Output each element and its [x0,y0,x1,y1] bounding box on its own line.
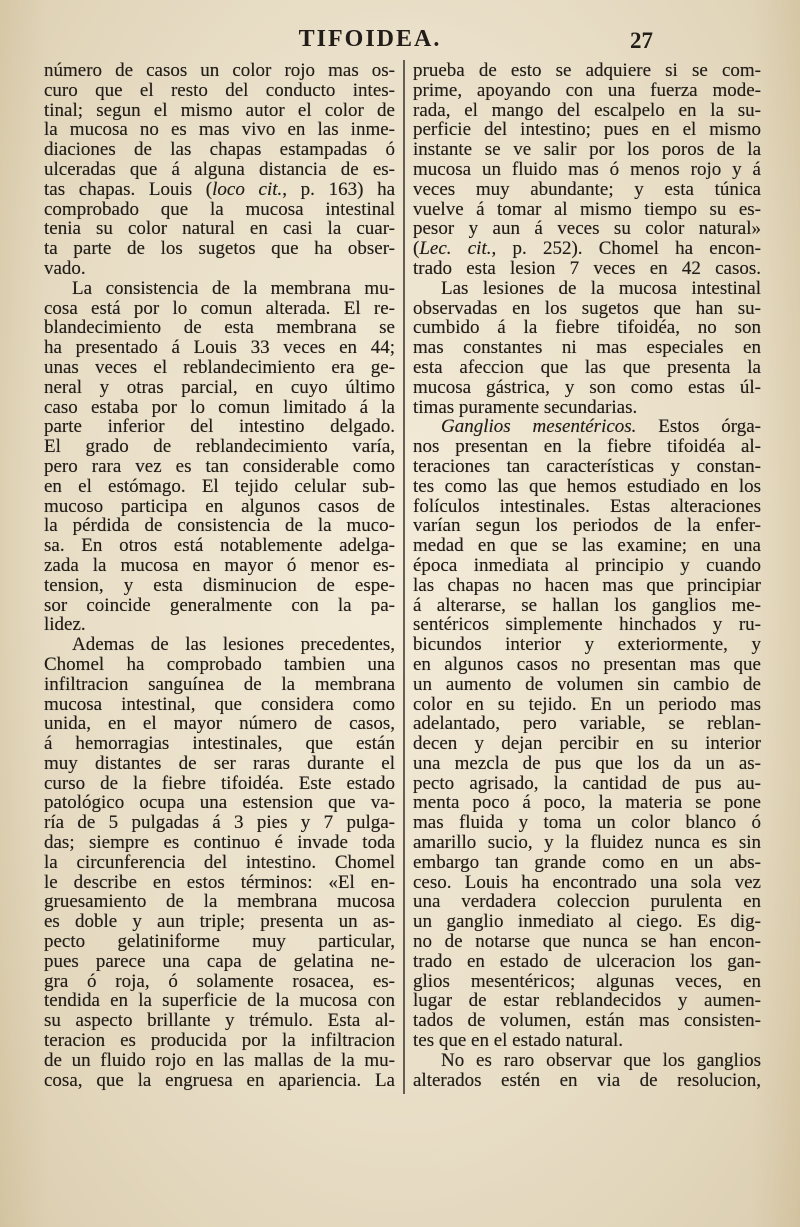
line-text: mas fluida y toma un color blanco ó [413,812,761,834]
line-text: caso estaba por lo comun limitado á la [44,396,395,418]
line-text: teraciones tan características y constan- [413,455,761,477]
line-text: patológico ocupa una estension que va- [44,792,395,814]
text-line [413,120,761,140]
text-line [44,81,395,101]
text-line [413,774,761,794]
text-line [44,695,395,715]
text-line [44,1011,395,1031]
text-line [44,101,395,121]
text-line [413,536,761,556]
page-number: 27 [630,28,653,53]
line-text: glios mesentéricos; algunas veces, en [413,970,761,992]
line-text: lugar de estar reblandecidos y aumen- [413,990,761,1012]
line-text: tension, y esta disminucion de espe- [44,574,395,596]
text-line [413,695,761,715]
text-line [44,378,395,398]
line-text: das; siempre es continuo é invade toda [44,832,395,854]
text-line [413,200,761,220]
line-text: instante se ve salir por los poros de la [413,139,761,161]
text-line [44,180,395,200]
line-text: infiltracion sanguínea de la membrana [44,673,395,695]
text-line [413,358,761,378]
text-line [44,655,395,675]
line-text: varían segun los periodos de la enfer- [413,515,761,537]
line-text: muy distantes de ser raras durante el [44,752,395,774]
text-line [413,516,761,536]
line-text: rada, el mango del escalpelo en la su- [413,99,761,121]
line-text: unas veces el reblandecimiento era ge- [44,356,395,378]
text-line [413,1011,761,1031]
line-text: lidez. [44,614,86,636]
line-text: prime, apoyando con una fuerza mode- [413,79,761,101]
line-text: pues parece una capa de gelatina ne- [44,950,395,972]
text-line [44,932,395,952]
line-text: Las lesiones de la mucosa intestinal [441,277,761,299]
line-text: pero rara vez es tan considerable como [44,455,395,477]
text-line [413,952,761,972]
text-line [413,160,761,180]
text-line [413,615,761,635]
text-line [44,734,395,754]
line-text: un ganglio inmediato al ciego. Es dig- [413,911,761,933]
line-text: Chomel ha comprobado tambien una [44,653,395,675]
line-text: la pérdida de consistencia de la muco- [44,515,395,537]
text-line [44,259,395,279]
line-text: timas puramente secundarias. [413,396,638,418]
italic-text: Ganglios mesentéricos. [441,416,637,438]
line-text: vuelve á tomar al mismo tiempo su es- [413,198,761,220]
line-text: Ademas de las lesiones precedentes, [72,634,395,656]
line-text: La consistencia de la membrana mu- [72,277,395,299]
text-line [44,813,395,833]
text-line [413,497,761,517]
text-line [44,596,395,616]
text-line [413,813,761,833]
line-text [44,180,395,200]
text-line [413,61,761,81]
text-line [44,437,395,457]
line-text: embargo tan grande como en un abs- [413,851,761,873]
text-line [44,457,395,477]
text-line [413,991,761,1011]
line-text: No es raro observar que los ganglios [441,1049,761,1071]
text-line [44,873,395,893]
line-text: cosa está por lo comun alterada. El re- [44,297,395,319]
text-line [44,299,395,319]
line-text: de un fluido rojo en las mallas de la mu- [44,1049,395,1071]
line-text: parte inferior del intestino delgado. [44,416,395,438]
line-text: alterados estén en via de resolucion, [413,1069,761,1091]
text-line [44,754,395,774]
text-line [44,1031,395,1051]
text-line [44,556,395,576]
text-line [413,556,761,576]
right-column [413,61,761,1090]
line-text: una mezcla de pus que los da un as- [413,752,761,774]
line-text: ulceradas que á alguna distancia de es- [44,158,395,180]
line-text: mucosa un fluido mas ó menos rojo y á [413,158,761,180]
line-text: teracion es producida por la infiltracion [44,1030,395,1052]
line-text: gruesamiento de la membrana mucosa [44,891,395,913]
line-text: esta afeccion que las que presenta la [413,356,761,378]
line-text: folículos intestinales. Estas alteraciones [413,495,761,517]
line-text: época inmediata al principio y cuando [413,554,761,576]
text-line [413,259,761,279]
text-line [44,892,395,912]
line-text: menta poco á poco, la materia se pone [413,792,761,814]
text-line [413,81,761,101]
line-text: sor coincide generalmente con la pa- [44,594,395,616]
text-line [44,615,395,635]
text-line [44,358,395,378]
text-line [413,655,761,675]
line-text: tes que en el estado natural. [413,1030,623,1052]
text-line [413,279,761,299]
line-text: gra ó roja, ó solamente rosacea, es- [44,970,395,992]
text-line [44,991,395,1011]
text-line [413,378,761,398]
line-text: pecto agrisado, la cantidad de pus au- [413,772,761,794]
text-line [413,892,761,912]
line-text: ceso. Louis ha encontrado una sola vez [413,871,761,893]
text-line [44,120,395,140]
text-segment: , p. 252). Chomel ha encon- [491,238,761,260]
line-text: curo que el resto del conducto intes- [44,79,395,101]
line-text: mucosa intestinal, que considera como [44,693,395,715]
line-text: á alterarse, se hallan los ganglios me- [413,594,761,616]
text-line [44,140,395,160]
line-text: cosa, que la engruesa en apariencia. La [44,1069,395,1091]
line-text: es doble y aun triple; presenta un as- [44,911,395,933]
text-line [413,833,761,853]
line-text: adelantado, pero variable, se reblan- [413,713,761,735]
line-text: las chapas no hacen mas que principiar [413,574,761,596]
text-line [44,972,395,992]
text-line [413,1051,761,1071]
text-line [44,1071,395,1091]
line-text: tendida en la superficie de la mucosa con [44,990,395,1012]
line-text: cumbido á la fiebre tifoidéa, no son [413,317,761,339]
text-line [413,635,761,655]
line-text: tinal; segun el mismo autor el color de [44,99,395,121]
text-line [44,219,395,239]
text-line [413,754,761,774]
text-line [413,675,761,695]
line-text: ha presentado á Louis 33 veces en 44; [44,337,395,359]
line-text: perficie del intestino; pues en el mismo [413,119,761,141]
line-text: vado. [44,257,86,279]
line-text: ría de 5 pulgadas á 3 pies y 7 pulga- [44,812,395,834]
italic-text: loco cit. [212,178,283,200]
text-line [44,516,395,536]
text-line [44,279,395,299]
line-text: El grado de reblandecimiento varía, [44,436,395,458]
text-line [44,160,395,180]
text-segment: Estos órga- [636,416,761,438]
text-line [413,398,761,418]
line-text: la mucosa no es mas vivo en las inme- [44,119,395,141]
text-line [413,972,761,992]
italic-text: Lec. cit. [419,238,492,260]
text-line [413,180,761,200]
line-text: trado en estado de ulceracion los gan- [413,950,761,972]
text-line [44,912,395,932]
column-rule [403,60,405,1094]
text-line [44,774,395,794]
text-line [413,793,761,813]
text-line [413,714,761,734]
line-text: una verdadera coleccion purulenta en [413,891,761,913]
text-line [413,912,761,932]
line-text: observadas en los sugetos que han su- [413,297,761,319]
text-line [413,239,761,259]
line-text: neral y otras parcial, en cuyo último [44,376,395,398]
text-segment: , p. 163) ha [282,178,396,200]
text-line [413,457,761,477]
line-text: pecto gelatiniforme muy particular, [44,931,395,953]
text-line [44,853,395,873]
line-text: mas constantes ni mas especiales en [413,337,761,359]
text-line [44,833,395,853]
line-text: prueba de esto se adquiere si se com- [413,60,761,81]
line-text: tados de volumen, están mas consisten- [413,1010,761,1032]
text-line [44,497,395,517]
text-line [44,398,395,418]
text-line [413,318,761,338]
line-text: mucoso participa en algunos casos de [44,495,395,517]
line-text: en el estómago. El tejido celular sub- [44,475,395,497]
line-text: pesor y aun á veces su color natural» [413,218,761,240]
line-text: sentéricos simplemente hinchados y ru- [413,614,761,636]
line-text: mucosa gástrica, y son como estas úl- [413,376,761,398]
line-text: no de notarse que nunca se han encon- [413,931,761,953]
running-head: TIFOIDEA. [298,26,442,52]
line-text [441,417,761,437]
left-column [44,61,395,1090]
text-line [413,734,761,754]
text-line [44,536,395,556]
line-text: número de casos un color rojo mas os- [44,60,395,81]
text-line [413,932,761,952]
line-text: diaciones de las chapas estampadas ó [44,139,395,161]
text-line [44,714,395,734]
text-line [413,140,761,160]
text-line [44,338,395,358]
text-line [44,200,395,220]
line-text: le describe en estos términos: «El en- [44,871,395,893]
text-line [413,417,761,437]
text-line [413,437,761,457]
line-text: veces muy abundante; y esta túnica [413,178,761,200]
line-text: curso de la fiebre tifoidéa. Este estado [44,772,395,794]
text-line [44,675,395,695]
text-line [44,635,395,655]
text-line [44,952,395,972]
text-line [413,219,761,239]
text-line [413,101,761,121]
text-segment: tas chapas. Louis ( [44,178,213,200]
text-line [44,318,395,338]
text-line [413,596,761,616]
line-text: la circunferencia del intestino. Chomel [44,851,395,873]
text-line [413,1031,761,1051]
line-text: ta parte de los sugetos que ha obser- [44,238,395,260]
line-text: decen y dejan percibir en su interior [413,733,761,755]
text-line [44,239,395,259]
line-text: amarillo sucio, y la fluidez nunca es sin [413,832,761,854]
text-line [413,576,761,596]
line-text: á hemorragias intestinales, que están [44,733,395,755]
text-line [44,61,395,81]
text-line [413,853,761,873]
line-text: bicundos interior y exteriormente, y [413,634,761,656]
line-text: nos presentan en la fiebre tifoidéa al- [413,436,761,458]
line-text: su aspecto brillante y trémulo. Esta al- [44,1010,395,1032]
text-line [413,1071,761,1091]
line-text: sa. En otros está notablemente adelga- [44,535,395,557]
line-text: medad en que se las examine; en una [413,535,761,557]
line-text: un aumento de volumen sin cambio de [413,673,761,695]
line-text [413,239,761,259]
text-line [413,338,761,358]
line-text: unida, en el mayor número de casos, [44,713,395,735]
text-line [413,477,761,497]
line-text: zada la mucosa en mayor ó menor es- [44,554,395,576]
line-text: tenia su color natural en casi la cuar- [44,218,395,240]
text-line [44,576,395,596]
text-line [413,299,761,319]
text-line [44,1051,395,1071]
line-text: comprobado que la mucosa intestinal [44,198,395,220]
text-line [413,873,761,893]
text-line [44,417,395,437]
text-segment: ( [413,238,420,260]
text-line [44,793,395,813]
line-text: blandecimiento de esta membrana se [44,317,395,339]
line-text: tes como las que hemos estudiado en los [413,475,761,497]
text-line [44,477,395,497]
line-text: trado esta lesion 7 veces en 42 casos. [413,257,761,279]
line-text: color en su tejido. En un periodo mas [413,693,761,715]
line-text: en algunos casos no presentan mas que [413,653,761,675]
